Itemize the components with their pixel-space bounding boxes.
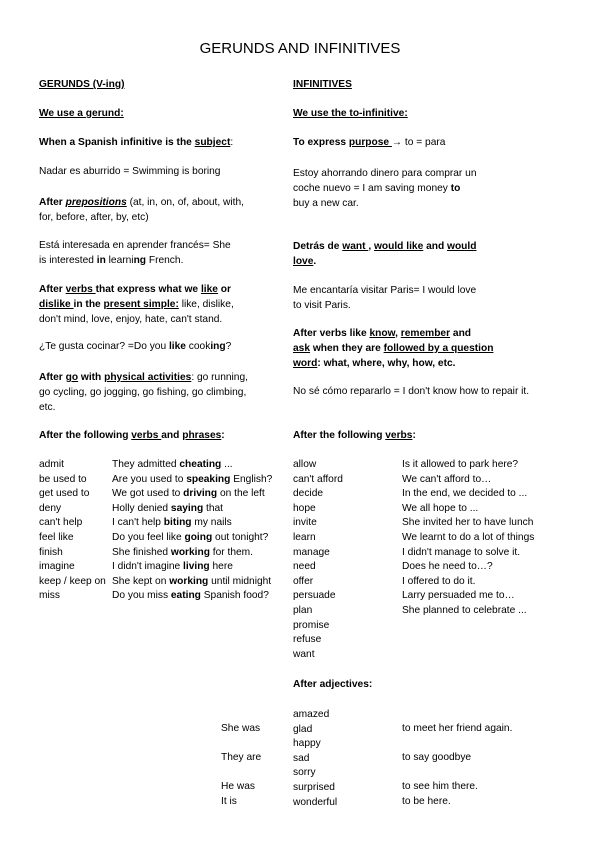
infinitive-example: We all hope to ... <box>402 502 479 514</box>
gerund-example: I can't help biting my nails <box>112 517 232 529</box>
infinitive-example-repair: No sé cómo repararlo = I don't know how to repair it. <box>293 386 530 397</box>
infinitive-example-paris: Me encantaría visitar Paris= I would love to visit Paris. <box>293 285 477 311</box>
infinitive-verb: hope <box>293 502 316 514</box>
infinitive-verb: invite <box>293 517 317 529</box>
gerund-verb-list <box>39 458 106 604</box>
gerund-example-cooking: ¿Te gusta cocinar? =Do you like cooking? <box>39 341 232 352</box>
page-title: GERUNDS AND INFINITIVES <box>199 40 401 57</box>
infinitive-verb: refuse <box>293 634 322 646</box>
adjective: happy <box>293 738 321 750</box>
gerund-example: She kept on working until midnight <box>112 575 272 587</box>
gerund-prepositions-rule: After prepositions (at, in, on, of, about, with, for, before, after, by, etc) <box>39 197 244 223</box>
infinitive-example-list <box>402 458 534 619</box>
infinitive-verb: persuade <box>293 590 336 602</box>
adjective-completion: to meet her friend again. <box>402 722 513 734</box>
gerunds-heading: GERUNDS (V-ing) <box>39 79 125 90</box>
infinitive-verb: plan <box>293 604 313 616</box>
gerund-verb: get used to <box>39 488 90 500</box>
infinitive-verb: offer <box>293 575 314 587</box>
infinitive-example: I offered to do it. <box>402 575 476 587</box>
adjective-completion: to be here. <box>402 795 451 807</box>
gerund-verb: be used to <box>39 473 87 485</box>
adjective-completion: to see him there. <box>402 781 478 792</box>
infinitive-verb: want <box>293 648 315 660</box>
infinitive-example: We learnt to do a lot of things <box>402 531 535 543</box>
infinitive-example: Is it allowed to park here? <box>402 459 519 470</box>
infinitive-example: We can't afford to… <box>402 473 492 485</box>
adjective-subject: She was <box>221 722 261 734</box>
infinitive-verb: learn <box>293 531 316 543</box>
infinitive-example-car: Estoy ahorrando dinero para comprar un coche nuevo = I am saving money to buy a new car. <box>293 168 477 209</box>
gerund-verb: imagine <box>39 561 75 573</box>
infinitive-following-heading: After the following verbs: <box>293 430 416 441</box>
infinitive-purpose-rule: To express purpose → to = para <box>293 137 446 148</box>
gerund-verb: finish <box>39 546 63 558</box>
gerund-example-swimming: Nadar es aburrido = Swimming is boring <box>39 166 221 177</box>
gerund-go-rule: After go with physical activities: go running, go cycling, go jogging, go fishing, go climbing, etc. <box>39 372 248 413</box>
adjective-subject: They are <box>221 751 262 763</box>
adjective: surprised <box>293 781 335 793</box>
infinitive-example: Does he need to…? <box>402 561 493 573</box>
infinitive-verb: promise <box>293 619 330 631</box>
gerund-example: Do you feel like going out tonight? <box>112 531 269 543</box>
adjective-subject: It is <box>221 795 237 807</box>
gerund-verb: deny <box>39 502 62 514</box>
gerund-verb: admit <box>39 459 64 470</box>
gerund-example-list <box>112 458 272 604</box>
infinitive-verb: decide <box>293 488 324 500</box>
infinitive-example: She planned to celebrate ... <box>402 604 527 616</box>
infinitives-heading: INFINITIVES <box>293 79 352 90</box>
adjective-completion: to say goodbye <box>402 751 472 763</box>
gerund-example: Holly denied saying that <box>112 502 224 514</box>
adjective: sorry <box>293 767 316 779</box>
adjective: sad <box>293 752 310 764</box>
infinitive-want-rule: Detrás de want , would like and would love. <box>293 241 477 267</box>
gerund-verb: keep / keep on <box>39 575 106 587</box>
infinitive-use-line: We use the to-infinitive: <box>293 108 408 119</box>
gerund-example: I didn't imagine living here <box>112 561 233 573</box>
gerund-following-heading: After the following verbs and phrases: <box>39 430 225 441</box>
infinitive-know-rule: After verbs like know, remember and ask when they are followed by a question word: what, where, why, how, etc. <box>293 328 494 369</box>
gerund-use-line: We use a gerund: <box>39 108 124 119</box>
gerund-example: She finished working for them. <box>112 546 253 558</box>
infinitive-example: I didn't manage to solve it. <box>402 546 521 558</box>
gerund-verb: can't help <box>39 517 83 529</box>
infinitive-example: In the end, we decided to ... <box>402 488 528 500</box>
adjective: glad <box>293 723 313 735</box>
adjective: wonderful <box>293 796 338 808</box>
gerund-example: Do you miss eating Spanish food? <box>112 590 269 602</box>
adjective-list <box>293 708 337 810</box>
gerund-example: We got used to driving on the left <box>112 488 265 500</box>
gerund-example-french: Está interesada en aprender francés= She is interested in learning French. <box>39 240 231 266</box>
infinitive-example: Larry persuaded me to… <box>402 590 515 602</box>
gerund-example: Are you used to speaking English? <box>112 473 273 485</box>
adjective-subject: He was <box>221 781 255 792</box>
infinitive-example: She invited her to have lunch <box>402 517 534 529</box>
gerund-like-rule: After verbs that express what we like or dislike in the present simple: like, dislike, don't mind, love, enjoy, hate, can't stand. <box>39 284 234 325</box>
adjectives-heading: After adjectives: <box>293 679 373 690</box>
gerund-verb: miss <box>39 590 60 602</box>
infinitive-verb: allow <box>293 459 317 470</box>
infinitive-verb: manage <box>293 546 330 558</box>
infinitive-verb-list <box>293 458 343 662</box>
gerund-verb: feel like <box>39 531 74 543</box>
adjective: amazed <box>293 709 330 720</box>
infinitive-verb: can't afford <box>293 473 343 485</box>
gerund-example: They admitted cheating ... <box>112 459 233 470</box>
infinitive-verb: need <box>293 561 316 573</box>
gerund-subject-rule: When a Spanish infinitive is the subject: <box>39 137 234 148</box>
